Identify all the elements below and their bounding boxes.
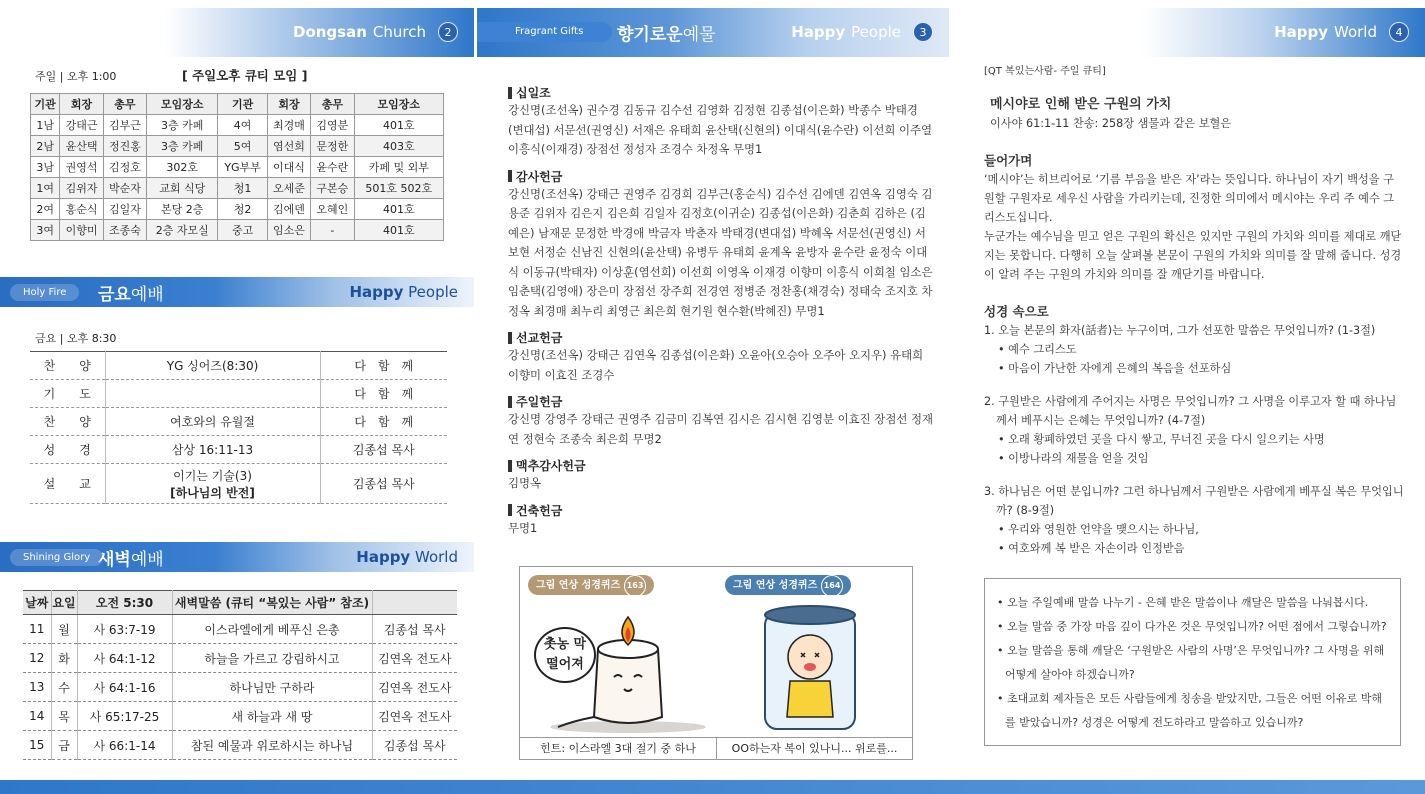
question-3: 3. 하나님은 어떤 분입니까? 그런 하나님께서 구원받은 사람에게 베푸실 복은 무엇입니까? (8-9절)	[984, 485, 1404, 517]
th: 총무	[103, 94, 146, 115]
table-cell: 501호 502호	[354, 178, 443, 199]
offering-title: 선교헌금	[508, 329, 933, 346]
offering-title: 주일헌금	[508, 393, 933, 410]
table-row	[23, 615, 457, 644]
discussion-item: • 초대교회 제자들은 모든 사람들에게 칭송을 받았지만, 그들은 어떤 이유로 박해를 받았습니까? 성경은 어떻게 전도하라고 말씀하고 있습니까?	[997, 692, 1382, 729]
th: 기관	[218, 94, 267, 115]
table-row	[30, 464, 447, 504]
gifts-pill: Fragrant Gifts	[477, 22, 612, 42]
table-cell: 다 함 께	[320, 408, 447, 436]
quiz-right-no: 164	[821, 575, 844, 597]
answer: • 오래 황폐하였던 곳을 다시 쌓고, 무너진 곳을 다시 일으키는 사명	[998, 433, 1325, 446]
table-cell: YG 싱어즈(8:30)	[105, 352, 320, 380]
church-name-bold: Dongsan	[293, 23, 367, 41]
friday-right-bold: Happy	[349, 283, 404, 301]
table-cell: 5여	[218, 136, 267, 157]
table-cell: 청1	[218, 178, 267, 199]
quiz-left-no: 163	[624, 575, 647, 597]
table-cell: 다 함 께	[320, 352, 447, 380]
friday-table	[30, 351, 447, 504]
table-cell: 김영분	[311, 115, 354, 136]
quiz-bubble: 촛농 막 떨어져	[534, 627, 596, 683]
page-number: 4	[1389, 22, 1409, 42]
offerings	[508, 76, 933, 538]
table-cell: 3층 카페	[147, 136, 218, 157]
table-cell: 금	[51, 731, 77, 760]
table-cell: 김에덴	[267, 199, 310, 220]
table-cell: 최경매	[267, 115, 310, 136]
table-cell: 새 하늘과 새 땅	[172, 702, 372, 731]
p4-right-bold: Happy	[1274, 23, 1328, 41]
offering-names: 강신명(조선옥) 권수경 김동규 김수선 김영화 김정현 김종섭(이은화) 박종수 박태경 (변대섭) 서문선(권영신) 서재은 유태희 윤산택(신현의) 이대식(윤수란) 이선희 이주열 이흥식(이재경) 장점선 정성자 조경수 차정옥 무명1	[508, 103, 933, 156]
table-cell: 김종섭 목사	[320, 436, 447, 464]
table-cell: 김종섭 목사	[372, 731, 457, 760]
table-row	[23, 644, 457, 673]
answer: • 여호와께 복 받은 자손이라 인정받음	[998, 542, 1185, 555]
table-cell: 이대식	[267, 157, 310, 178]
dawn-pill: Shining Glory	[10, 549, 103, 566]
qt-content	[984, 62, 1404, 558]
p3-right: People	[851, 23, 901, 41]
table-cell: 하늘을 가르고 강림하시고	[172, 644, 372, 673]
table-cell: 염선희	[267, 136, 310, 157]
friday-title-bold: 금요	[98, 285, 131, 305]
table-cell: 12	[23, 644, 51, 673]
th: 기관	[31, 94, 60, 115]
table-row	[31, 136, 444, 157]
table-cell: 문정한	[311, 136, 354, 157]
discussion-item: • 오늘 말씀을 통해 깨달은 ‘구원받은 사람의 사명’은 무엇입니까? 그 사명을 위해 어떻게 살아야 하겠습니까?	[997, 644, 1385, 681]
qt-ref: 이사야 61:1-11 찬송: 258장 샘물과 같은 보혈은	[990, 117, 1232, 130]
table-cell: 1여	[31, 178, 60, 199]
body-heading: 성경 속으로	[984, 304, 1049, 319]
table-cell: 사 64:1-12	[77, 644, 172, 673]
th: 날짜	[23, 591, 51, 615]
friday-pill: Holy Fire	[10, 284, 79, 301]
jar-illustration	[745, 599, 875, 734]
table-row	[31, 220, 444, 241]
p4-right: World	[1334, 23, 1377, 41]
friday-title: 예배	[130, 285, 164, 305]
sermon-title: 이기는 기술(3)	[173, 468, 252, 483]
meeting-table	[30, 93, 444, 241]
table-cell: 목	[51, 702, 77, 731]
table-cell: 설 교	[30, 464, 105, 504]
table-cell: 4여	[218, 115, 267, 136]
th: 요일	[51, 591, 77, 615]
table-row	[31, 115, 444, 136]
table-cell: 중고	[218, 220, 267, 241]
page-4-header	[953, 8, 1425, 57]
offering-names: 강신명(조선옥) 강태근 권영주 김경희 김부근(홍순식) 김수선 김에덴 김연옥 김영숙 김용준 김위자 김은지 김은희 김일자 김정호(이귀순) 김종섭(이은화) 김춘희 김하은 (김예은) 남재문 문정한 박경애 박금자 박춘자 박태경(변대섭) 박혜옥 서문선(권영신) 서보현 서정순 신남진 신현의(윤산택) 유병두 유태희 윤계옥 윤방자 윤수란 윤정숙 이대식 이동규(박태자) 이상훈(염선희) 이선희 이영옥 이재경 이향미 이흥식 이희칠 임소은 임춘택(김영애) 장은미 장점선 장주희 전경연 정병준 정찬홍(채경숙) 정태숙 조지호 차정옥 최경매 최누리 최영근 최은희 현기원 현수환(박혜진) 무명1	[508, 186, 933, 318]
meeting-time: 주일 | 오후 1:00	[35, 70, 117, 83]
table-cell: 2층 자모실	[147, 220, 218, 241]
table-cell: 이스라엘에게 베푸신 은총	[172, 615, 372, 644]
table-cell: 교회 식당	[147, 178, 218, 199]
table-cell: 오세준	[267, 178, 310, 199]
page-number: 3	[913, 22, 933, 42]
table-cell: 수	[51, 673, 77, 702]
table-cell: 김연옥 전도사	[372, 702, 457, 731]
table-cell: 3층 카페	[147, 115, 218, 136]
footer-bar	[0, 780, 1425, 794]
table-row	[30, 380, 447, 408]
page-2-header	[0, 8, 474, 57]
question-1: 1. 오늘 본문의 화자(話者)는 누구이며, 그가 선포한 말씀은 무엇입니까? (1-3절)	[984, 324, 1376, 337]
table-cell: 김부근	[103, 115, 146, 136]
table-cell	[105, 464, 320, 504]
offering-title: 십일조	[508, 84, 933, 101]
table-cell: 김위자	[60, 178, 103, 199]
table-cell: 403호	[354, 136, 443, 157]
answer: • 우리와 영원한 언약을 맺으시는 하나님,	[998, 523, 1199, 536]
quiz-right-tag: 그림 연상 성경퀴즈	[733, 580, 818, 591]
table-row	[31, 199, 444, 220]
table-cell: 본당 2층	[147, 199, 218, 220]
table-cell: 1남	[31, 115, 60, 136]
table-cell: 15	[23, 731, 51, 760]
intro-p1: ‘메시야’는 히브리어로 ‘기름 부음을 받은 자’라는 뜻입니다. 하나님이 자기 백성을 구원할 구원자로 세우신 사람을 가리키는데, 진정한 의미에서 메시야는 우리 주 예수 그리스도십니다.	[984, 173, 1395, 224]
th: 회장	[267, 94, 310, 115]
th: 모임장소	[147, 94, 218, 115]
dawn-right: World	[415, 548, 458, 566]
offering-title: 맥추감사헌금	[508, 457, 933, 474]
table-cell: 삼상 16:11-13	[105, 436, 320, 464]
friday-time: 금요 | 오후 8:30	[35, 332, 117, 345]
table-cell: 구본승	[311, 178, 354, 199]
dawn-right-bold: Happy	[356, 548, 411, 566]
th: 회장	[60, 94, 103, 115]
table-cell: 사 64:1-16	[77, 673, 172, 702]
table-cell: 401호	[354, 199, 443, 220]
discussion-box	[984, 578, 1401, 746]
quiz-hint-left: 힌트: 이스라엘 3대 절기 중 하나	[520, 738, 717, 759]
p3-right-bold: Happy	[791, 23, 846, 41]
question-2: 2. 구원받은 사람에게 주어지는 사명은 무엇입니까? 그 사명을 이루고자 할 때 하나님께서 베푸시는 은혜는 무엇입니까? (4-7절)	[984, 395, 1397, 427]
table-row	[31, 157, 444, 178]
th: 새벽말씀 (큐티 “복있는 사람” 참조)	[172, 591, 372, 615]
table-cell: 사 66:1-14	[77, 731, 172, 760]
page-2	[0, 0, 474, 794]
page-4	[953, 0, 1425, 794]
dawn-title: 예배	[130, 550, 164, 570]
table-cell: 여호와의 유월절	[105, 408, 320, 436]
answer: • 이방나라의 재물을 얻을 것임	[998, 452, 1149, 465]
answer: • 마음이 가난한 자에게 은혜의 복음을 선포하심	[998, 362, 1232, 375]
table-cell: 302호	[147, 157, 218, 178]
sermon-subtitle: [하나님의 반전]	[170, 485, 255, 500]
table-cell: 사 63:7-19	[77, 615, 172, 644]
table-cell: 청2	[218, 199, 267, 220]
table-cell: 정진홍	[103, 136, 146, 157]
table-row	[23, 673, 457, 702]
th: 모임장소	[354, 94, 443, 115]
intro-p2: 누군가는 예수님을 믿고 얻은 구원의 확신은 있지만 구원의 가치와 의미를 제대로 깨닫지는 못합니다. 다행히 오늘 살펴볼 본문이 구원의 가치와 의미를 잘 말해 줍니다. 성경이 알려 주는 구원의 가치와 의미를 잘 깨닫기를 바랍니다.	[984, 230, 1402, 281]
friday-right: People	[408, 283, 458, 301]
table-cell: 참된 예물과 위로하시는 하나님	[172, 731, 372, 760]
gifts-title-bold: 향기로운	[617, 25, 683, 45]
table-cell: -	[311, 220, 354, 241]
table-cell: 11	[23, 615, 51, 644]
table-cell: 화	[51, 644, 77, 673]
th	[372, 591, 457, 615]
table-cell: 윤산택	[60, 136, 103, 157]
offering-names: 강신명(조선옥) 강태근 김연옥 김종섭(이은화) 오윤아(오승아 오주아 오지우) 유태희 이향미 이효진 조경수	[508, 348, 924, 382]
th: 총무	[311, 94, 354, 115]
meeting-title: [ 주일오후 큐티 모임 ]	[182, 68, 308, 83]
table-row	[31, 178, 444, 199]
table-cell: 권영석	[60, 157, 103, 178]
offering-names: 무명1	[508, 520, 538, 535]
table-cell: 조종숙	[103, 220, 146, 241]
table-cell: 다 함 께	[320, 380, 447, 408]
qt-title: 메시야로 인해 받은 구원의 가치	[990, 97, 1172, 112]
table-cell: 오혜인	[311, 199, 354, 220]
table-cell: 2남	[31, 136, 60, 157]
table-cell: 13	[23, 673, 51, 702]
table-row	[30, 352, 447, 380]
table-cell: 하나님만 구하라	[172, 673, 372, 702]
offering-title: 건축헌금	[508, 502, 933, 519]
intro-heading: 들어가며	[984, 153, 1033, 168]
qt-tag: [QT 복있는사람- 주일 큐티]	[984, 66, 1106, 77]
page-number: 2	[438, 22, 458, 42]
offering-names: 강신명 강영주 강태근 권영주 김금미 김복연 김시은 김시현 김영분 이효진 장점선 정재연 정현숙 조종숙 최은희 무명2	[508, 412, 933, 446]
table-cell: 김연옥 전도사	[372, 673, 457, 702]
table-cell: 김일자	[103, 199, 146, 220]
page-3	[477, 0, 949, 794]
answer: • 예수 그리스도	[998, 343, 1077, 356]
friday-bar	[0, 277, 474, 307]
table-cell: 찬 양	[30, 352, 105, 380]
table-cell: 강태근	[60, 115, 103, 136]
table-cell: 홍순식	[60, 199, 103, 220]
table-cell: 401호	[354, 115, 443, 136]
quiz-box	[519, 566, 913, 760]
table-row	[30, 408, 447, 436]
church-name: Church	[372, 23, 426, 41]
table-cell: 3남	[31, 157, 60, 178]
table-cell: 찬 양	[30, 408, 105, 436]
table-cell: 월	[51, 615, 77, 644]
dawn-bar	[0, 542, 474, 572]
quiz-left-tag: 그림 연상 성경퀴즈	[536, 580, 621, 591]
table-cell: 박순자	[103, 178, 146, 199]
table-cell: 카페 및 외부	[354, 157, 443, 178]
th: 오전 5:30	[77, 591, 172, 615]
dawn-table	[23, 590, 457, 760]
table-cell: 임소은	[267, 220, 310, 241]
table-row	[23, 702, 457, 731]
table-cell: 김정호	[103, 157, 146, 178]
table-row	[23, 731, 457, 760]
table-cell: 성 경	[30, 436, 105, 464]
table-cell: 기 도	[30, 380, 105, 408]
discussion-item: • 오늘 주일예배 말씀 나누기 - 은혜 받은 말씀이나 깨달은 말씀을 나눠봅시다.	[997, 596, 1369, 609]
table-cell: 김종섭 목사	[320, 464, 447, 504]
table-cell: 2여	[31, 199, 60, 220]
table-cell: 14	[23, 702, 51, 731]
page-3-header	[477, 8, 949, 57]
discussion-item: • 오늘 말씀 중 가장 마음 깊이 다가온 것은 무엇입니까? 어떤 점에서 그렇습니까?	[997, 620, 1387, 633]
table-cell	[105, 380, 320, 408]
table-cell: 3여	[31, 220, 60, 241]
table-cell: YG부부	[218, 157, 267, 178]
table-cell: 윤수란	[311, 157, 354, 178]
dawn-title-bold: 새벽	[98, 550, 131, 570]
table-cell: 이향미	[60, 220, 103, 241]
table-row	[30, 436, 447, 464]
offering-names: 김명옥	[508, 476, 542, 490]
table-cell: 401호	[354, 220, 443, 241]
gifts-title: 예물	[682, 25, 716, 45]
table-cell: 사 65:17-25	[77, 702, 172, 731]
table-cell: 김종섭 목사	[372, 615, 457, 644]
offering-title: 감사헌금	[508, 168, 933, 185]
quiz-hint-right: OO하는자 복이 있나니... 위로를...	[731, 742, 898, 755]
table-cell: 김연옥 전도사	[372, 644, 457, 673]
